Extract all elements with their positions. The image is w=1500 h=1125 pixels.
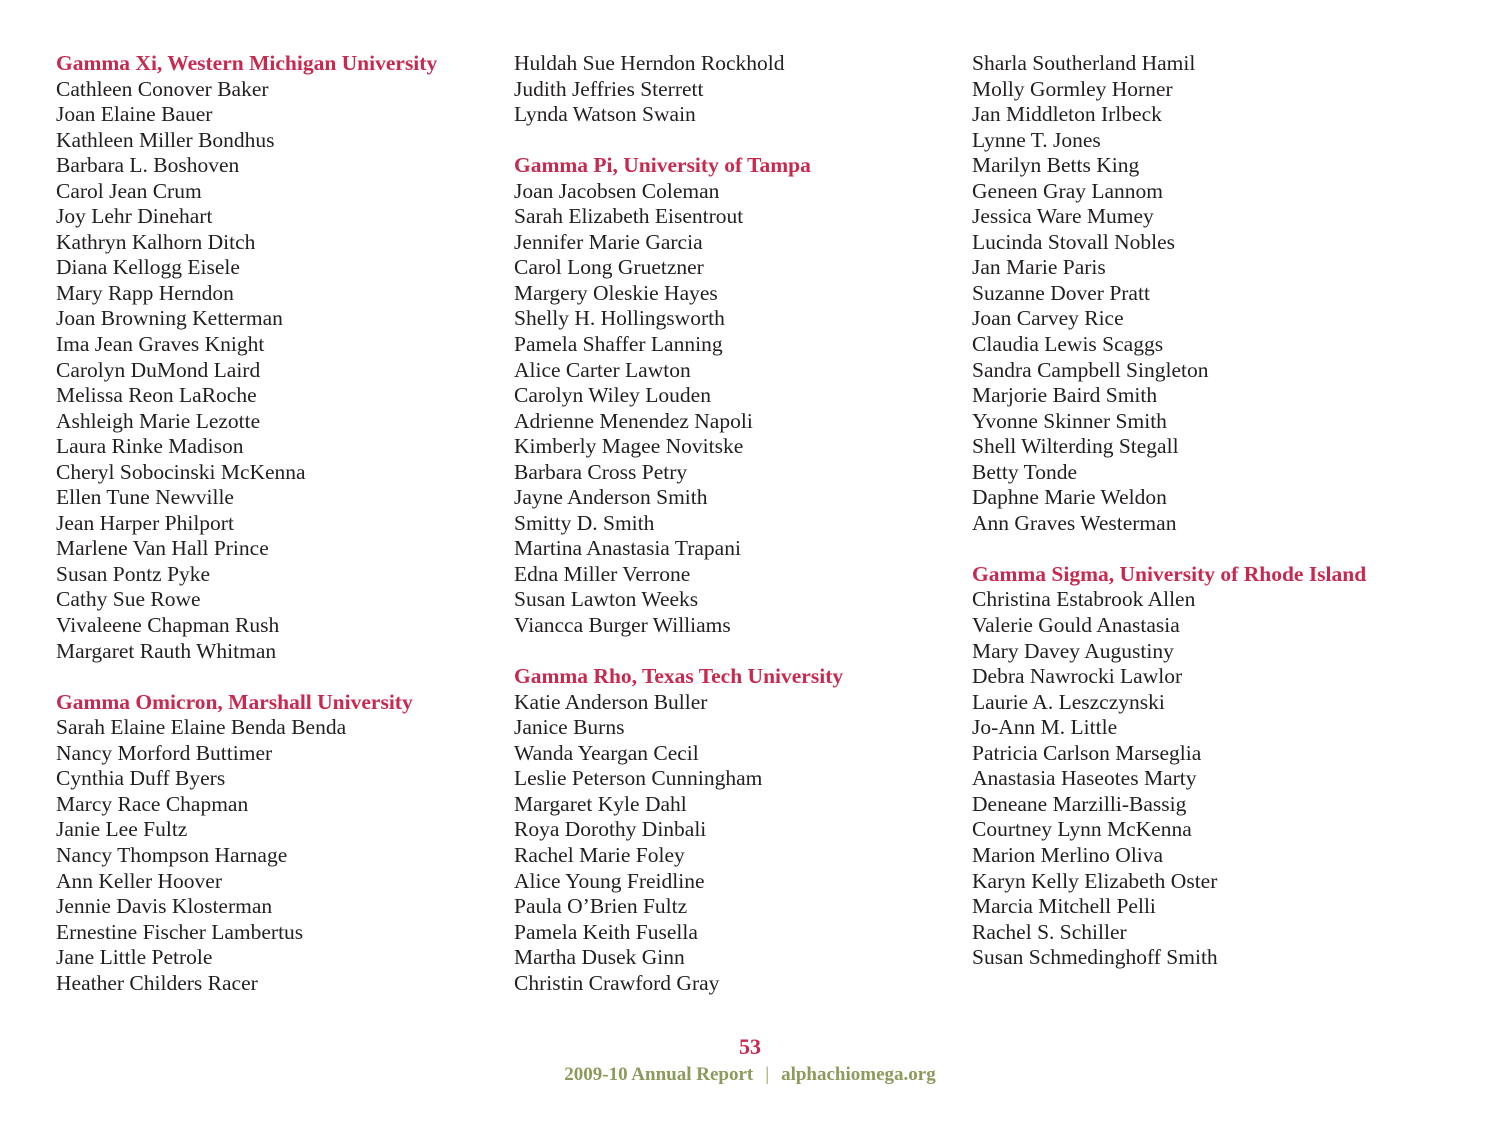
member-name: Huldah Sue Herndon Rockhold — [514, 51, 785, 75]
member-name: Sandra Campbell Singleton — [972, 357, 1209, 382]
member-name: Sharla Southerland Hamil — [972, 51, 1196, 75]
member-name: Lynne T. Jones — [972, 127, 1101, 152]
chapter-heading: Gamma Xi, Western Michigan University — [56, 51, 438, 75]
member-name: Kathryn Kalhorn Ditch — [56, 229, 256, 254]
member-name: Cathleen Conover Baker — [56, 76, 269, 101]
member-name: Marcy Race Chapman — [56, 791, 249, 816]
chapter-heading: Gamma Omicron, Marshall University — [56, 689, 413, 714]
member-name: Claudia Lewis Scaggs — [972, 332, 1164, 357]
member-name: Mary Rapp Herndon — [56, 280, 234, 305]
column-2 — [514, 51, 954, 996]
section-spacer — [514, 128, 954, 154]
member-name: Shell Wilterding Stegall — [972, 434, 1179, 459]
member-name: Patricia Carlson Marseglia — [972, 740, 1202, 765]
member-name: Ann Graves Westerman — [972, 510, 1177, 535]
member-name: Martha Dusek Ginn — [514, 945, 685, 970]
member-name: Katie Anderson Buller — [514, 689, 708, 714]
member-name: Judith Jeffries Sterrett — [514, 76, 704, 101]
member-name: Carolyn DuMond Laird — [56, 357, 261, 382]
member-name: Heather Childers Racer — [56, 970, 258, 995]
member-name: Marlene Van Hall Prince — [56, 536, 269, 561]
member-name: Christina Estabrook Allen — [972, 587, 1196, 612]
member-name: Sarah Elaine Elaine Benda Benda — [56, 715, 347, 740]
member-name: Diana Kellogg Eisele — [56, 255, 240, 280]
member-name: Smitty D. Smith — [514, 510, 655, 535]
column-1 — [56, 51, 496, 996]
report-title: 2009-10 Annual Report — [564, 1064, 754, 1085]
member-name: Barbara L. Boshoven — [56, 153, 240, 178]
member-name: Leslie Peterson Cunningham — [514, 766, 763, 791]
chapter-heading: Gamma Pi, University of Tampa — [514, 153, 811, 178]
member-name: Jessica Ware Mumey — [972, 204, 1154, 229]
member-name: Pamela Keith Fusella — [514, 919, 698, 944]
member-name: Cheryl Sobocinski McKenna — [56, 459, 306, 484]
member-name: Jean Harper Philport — [56, 510, 234, 535]
member-name: Debra Nawrocki Lawlor — [972, 664, 1183, 689]
member-name: Laurie A. Leszczynski — [972, 689, 1165, 714]
member-name: Ernestine Fischer Lambertus — [56, 919, 304, 944]
member-name: Rachel S. Schiller — [972, 919, 1127, 944]
section-spacer — [56, 664, 496, 690]
member-name: Mary Davey Augustiny — [972, 638, 1174, 663]
member-name: Marjorie Baird Smith — [972, 383, 1158, 408]
member-name: Paula O’Brien Fultz — [514, 894, 688, 919]
member-name: Joan Elaine Bauer — [56, 102, 213, 127]
member-name: Alice Young Freidline — [514, 868, 705, 893]
member-name: Marion Merlino Oliva — [972, 842, 1164, 867]
column-3 — [972, 51, 1412, 971]
member-name: Shelly H. Hollingsworth — [514, 306, 725, 331]
section-spacer — [972, 536, 1412, 562]
member-name: Nancy Morford Buttimer — [56, 740, 273, 765]
member-name: Kathleen Miller Bondhus — [56, 127, 275, 152]
member-name: Joan Carvey Rice — [972, 306, 1124, 331]
member-name: Cathy Sue Rowe — [56, 587, 201, 612]
page-number: 53 — [739, 1034, 761, 1059]
member-name: Pamela Shaffer Lanning — [514, 332, 723, 357]
member-name: Valerie Gould Anastasia — [972, 613, 1180, 638]
member-name: Susan Pontz Pyke — [56, 561, 211, 586]
member-name: Christin Crawford Gray — [514, 970, 720, 995]
member-name: Jan Marie Paris — [972, 255, 1106, 280]
member-name: Marcia Mitchell Pelli — [972, 894, 1156, 919]
member-name: Carol Long Gruetzner — [514, 255, 704, 280]
member-name: Rachel Marie Foley — [514, 842, 685, 867]
member-name: Yvonne Skinner Smith — [972, 408, 1167, 433]
member-name: Edna Miller Verrone — [514, 561, 691, 586]
member-name: Ashleigh Marie Lezotte — [56, 408, 261, 433]
member-name: Viancca Burger Williams — [514, 613, 731, 638]
member-name: Jane Little Petrole — [56, 945, 213, 970]
footer-line — [0, 1064, 1500, 1086]
member-name: Deneane Marzilli-Bassig — [972, 791, 1187, 816]
member-name: Margaret Rauth Whitman — [56, 638, 277, 663]
member-name: Joan Browning Ketterman — [56, 306, 283, 331]
member-name: Daphne Marie Weldon — [972, 485, 1167, 510]
member-name: Jan Middleton Irlbeck — [972, 102, 1162, 127]
member-name: Jayne Anderson Smith — [514, 485, 708, 510]
member-name: Ann Keller Hoover — [56, 868, 222, 893]
member-name: Jennifer Marie Garcia — [514, 229, 703, 254]
member-name: Sarah Elizabeth Eisentrout — [514, 204, 744, 229]
member-name: Wanda Yeargan Cecil — [514, 740, 699, 765]
member-name: Melissa Reon LaRoche — [56, 383, 257, 408]
member-name: Karyn Kelly Elizabeth Oster — [972, 868, 1218, 893]
member-name: Kimberly Magee Novitske — [514, 434, 744, 459]
member-name: Joan Jacobsen Coleman — [514, 178, 720, 203]
member-name: Betty Tonde — [972, 459, 1077, 484]
member-name: Marilyn Betts King — [972, 153, 1140, 178]
section-spacer — [514, 639, 954, 665]
member-name: Ellen Tune Newville — [56, 485, 234, 510]
member-name: Laura Rinke Madison — [56, 434, 244, 459]
member-name: Joy Lehr Dinehart — [56, 204, 213, 229]
member-name: Geneen Gray Lannom — [972, 178, 1164, 203]
website-link[interactable]: alphachiomega.org — [781, 1064, 936, 1085]
member-name: Susan Schmedinghoff Smith — [972, 945, 1218, 970]
member-name: Carol Jean Crum — [56, 178, 202, 203]
chapter-heading: Gamma Sigma, University of Rhode Island — [972, 561, 1367, 586]
member-name: Anastasia Haseotes Marty — [972, 766, 1197, 791]
member-name: Barbara Cross Petry — [514, 459, 688, 484]
member-name: Carolyn Wiley Louden — [514, 383, 711, 408]
member-name: Suzanne Dover Pratt — [972, 280, 1150, 305]
member-name: Janice Burns — [514, 715, 625, 740]
member-name: Roya Dorothy Dinbali — [514, 817, 707, 842]
member-name: Molly Gormley Horner — [972, 76, 1173, 101]
member-name: Margery Oleskie Hayes — [514, 280, 718, 305]
member-name: Ima Jean Graves Knight — [56, 332, 265, 357]
member-name: Alice Carter Lawton — [514, 357, 691, 382]
member-name: Janie Lee Fultz — [56, 817, 188, 842]
member-name: Lynda Watson Swain — [514, 102, 696, 127]
member-name: Courtney Lynn McKenna — [972, 817, 1192, 842]
chapter-heading: Gamma Rho, Texas Tech University — [514, 664, 844, 689]
member-name: Adrienne Menendez Napoli — [514, 408, 753, 433]
member-name: Cynthia Duff Byers — [56, 766, 226, 791]
member-name: Lucinda Stovall Nobles — [972, 229, 1176, 254]
member-name: Susan Lawton Weeks — [514, 587, 699, 612]
member-name: Nancy Thompson Harnage — [56, 842, 288, 867]
member-name: Margaret Kyle Dahl — [514, 791, 687, 816]
member-name: Jennie Davis Klosterman — [56, 894, 273, 919]
footer-separator: | — [765, 1064, 770, 1085]
member-name: Jo-Ann M. Little — [972, 715, 1118, 740]
member-name: Martina Anastasia Trapani — [514, 536, 741, 561]
member-name: Vivaleene Chapman Rush — [56, 613, 280, 638]
